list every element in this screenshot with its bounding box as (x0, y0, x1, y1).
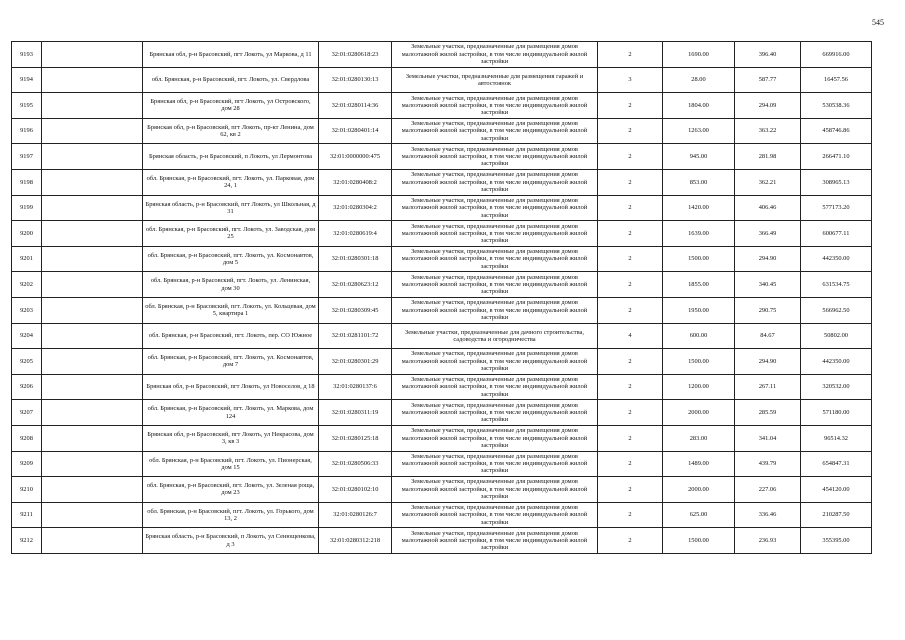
cadastral-number-cell: 32:01:0000000:475 (319, 144, 392, 170)
cadastral-number-cell: 32:01:0280623:12 (319, 272, 392, 298)
table-row (12, 118, 872, 144)
land-use-cell: Земельные участки, предназначенные для размещения домов малоэтажной жилой застройки, в том числе индивидуальной жилой застройки (392, 272, 598, 298)
specific-value-cell: 336.46 (735, 502, 801, 528)
cadastral-value-cell: 669916.00 (801, 42, 872, 68)
area-cell: 1500.00 (663, 528, 735, 554)
row-number-cell: 9193 (12, 42, 42, 68)
land-use-cell: Земельные участки, предназначенные для размещения домов малоэтажной жилой застройки, в том числе индивидуальной жилой застройки (392, 400, 598, 426)
group-number-cell: 2 (598, 93, 663, 119)
cadastral-number-cell: 32:01:0281101:72 (319, 323, 392, 349)
group-number-cell: 2 (598, 425, 663, 451)
cadastral-value-cell: 210287.50 (801, 502, 872, 528)
land-use-cell: Земельные участки, предназначенные для размещения домов малоэтажной жилой застройки, в том числе индивидуальной жилой застройки (392, 246, 598, 272)
group-number-cell: 2 (598, 42, 663, 68)
cadastral-value-cell: 50802.00 (801, 323, 872, 349)
table-row (12, 144, 872, 170)
cadastral-value-cell: 355395.00 (801, 528, 872, 554)
land-use-cell: Земельные участки, предназначенные для размещения домов малоэтажной жилой застройки, в том числе индивидуальной жилой застройки (392, 93, 598, 119)
group-number-cell: 3 (598, 67, 663, 93)
cadastral-value-cell: 454120.00 (801, 477, 872, 503)
land-use-cell: Земельные участки, предназначенные для размещения домов малоэтажной жилой застройки, в том числе индивидуальной жилой застройки (392, 118, 598, 144)
land-use-cell: Земельные участки, предназначенные для размещения домов малоэтажной жилой застройки, в том числе индивидуальной жилой застройки (392, 169, 598, 195)
specific-value-cell: 236.93 (735, 528, 801, 554)
cadastral-number-cell: 32:01:0280126:7 (319, 502, 392, 528)
blank-cell (42, 118, 143, 144)
area-cell: 2000.00 (663, 477, 735, 503)
area-cell: 853.00 (663, 169, 735, 195)
cadastral-number-cell: 32:01:0280301:29 (319, 349, 392, 375)
table-row (12, 400, 872, 426)
cadastral-value-cell: 577173.20 (801, 195, 872, 221)
specific-value-cell: 290.75 (735, 297, 801, 323)
row-number-cell: 9211 (12, 502, 42, 528)
table-row (12, 477, 872, 503)
blank-cell (42, 221, 143, 247)
blank-cell (42, 502, 143, 528)
row-number-cell: 9212 (12, 528, 42, 554)
table-row (12, 195, 872, 221)
table-row (12, 349, 872, 375)
cadastral-value-cell: 308965.13 (801, 169, 872, 195)
land-use-cell: Земельные участки, предназначенные для размещения домов малоэтажной жилой застройки, в том числе индивидуальной жилой застройки (392, 42, 598, 68)
blank-cell (42, 400, 143, 426)
row-number-cell: 9204 (12, 323, 42, 349)
table-row (12, 374, 872, 400)
table-row (12, 169, 872, 195)
row-number-cell: 9205 (12, 349, 42, 375)
area-cell: 1200.00 (663, 374, 735, 400)
table-row (12, 93, 872, 119)
blank-cell (42, 528, 143, 554)
cadastral-number-cell: 32:01:0280301:18 (319, 246, 392, 272)
cadastral-value-cell: 266471.10 (801, 144, 872, 170)
row-number-cell: 9201 (12, 246, 42, 272)
cadastral-number-cell: 32:01:0280312:218 (319, 528, 392, 554)
area-cell: 945.00 (663, 144, 735, 170)
group-number-cell: 2 (598, 297, 663, 323)
group-number-cell: 2 (598, 144, 663, 170)
land-use-cell: Земельные участки, предназначенные для размещения домов малоэтажной жилой застройки, в том числе индивидуальной жилой застройки (392, 502, 598, 528)
cadastral-value-cell: 442350.00 (801, 246, 872, 272)
table-row (12, 323, 872, 349)
row-number-cell: 9206 (12, 374, 42, 400)
land-use-cell: Земельные участки, предназначенные для размещения гаражей и автостоянок (392, 67, 598, 93)
area-cell: 2000.00 (663, 400, 735, 426)
blank-cell (42, 93, 143, 119)
row-number-cell: 9209 (12, 451, 42, 477)
specific-value-cell: 362.21 (735, 169, 801, 195)
address-cell: Брянская область, р-н Брасовский, пгт Локоть, ул Школьная, д 31 (143, 195, 319, 221)
cadastral-value-cell: 96514.32 (801, 425, 872, 451)
cadastral-value-cell: 530538.36 (801, 93, 872, 119)
area-cell: 283.00 (663, 425, 735, 451)
row-number-cell: 9203 (12, 297, 42, 323)
area-cell: 28.00 (663, 67, 735, 93)
group-number-cell: 2 (598, 246, 663, 272)
cadastral-number-cell: 32:01:0280114:36 (319, 93, 392, 119)
area-cell: 1500.00 (663, 349, 735, 375)
cadastral-value-cell: 320532.00 (801, 374, 872, 400)
row-number-cell: 9196 (12, 118, 42, 144)
row-number-cell: 9194 (12, 67, 42, 93)
specific-value-cell: 406.46 (735, 195, 801, 221)
address-cell: Брянская обл, р-н Брасовский, пгт Локоть, ул Островского, дом 28 (143, 93, 319, 119)
specific-value-cell: 396.40 (735, 42, 801, 68)
group-number-cell: 2 (598, 169, 663, 195)
table-row (12, 451, 872, 477)
cadastral-value-cell: 458746.86 (801, 118, 872, 144)
row-number-cell: 9208 (12, 425, 42, 451)
table-row (12, 42, 872, 68)
cadastral-value-cell: 571180.00 (801, 400, 872, 426)
blank-cell (42, 169, 143, 195)
area-cell: 1489.00 (663, 451, 735, 477)
address-cell: обл. Брянская, р-н Брасовский, пгт. Локоть, ул. Зеленая роща, дом 23 (143, 477, 319, 503)
group-number-cell: 2 (598, 477, 663, 503)
cadastral-number-cell: 32:01:0280401:14 (319, 118, 392, 144)
group-number-cell: 2 (598, 349, 663, 375)
land-use-cell: Земельные участки, предназначенные для размещения домов малоэтажной жилой застройки, в том числе индивидуальной жилой застройки (392, 425, 598, 451)
group-number-cell: 2 (598, 195, 663, 221)
cadastral-value-cell: 566962.50 (801, 297, 872, 323)
blank-cell (42, 297, 143, 323)
page-number: 545 (872, 18, 884, 27)
group-number-cell: 2 (598, 528, 663, 554)
cadastral-number-cell: 32:01:0280309:45 (319, 297, 392, 323)
land-use-cell: Земельные участки, предназначенные для размещения домов малоэтажной жилой застройки, в том числе индивидуальной жилой застройки (392, 477, 598, 503)
area-cell: 600.00 (663, 323, 735, 349)
address-cell: обл. Брянская, р-н Брасовский, пгт. Локоть, ул. Пионерская, дом 15 (143, 451, 319, 477)
blank-cell (42, 425, 143, 451)
specific-value-cell: 439.79 (735, 451, 801, 477)
group-number-cell: 4 (598, 323, 663, 349)
group-number-cell: 2 (598, 221, 663, 247)
group-number-cell: 2 (598, 374, 663, 400)
cadastral-number-cell: 32:01:0280618:23 (319, 42, 392, 68)
table-row (12, 425, 872, 451)
cadastral-value-cell: 442350.00 (801, 349, 872, 375)
cadastral-number-cell: 32:01:0280130:13 (319, 67, 392, 93)
area-cell: 1639.00 (663, 221, 735, 247)
specific-value-cell: 84.67 (735, 323, 801, 349)
area-cell: 625.00 (663, 502, 735, 528)
blank-cell (42, 144, 143, 170)
group-number-cell: 2 (598, 502, 663, 528)
land-use-cell: Земельные участки, предназначенные для размещения домов малоэтажной жилой застройки, в том числе индивидуальной жилой застройки (392, 528, 598, 554)
area-cell: 1855.00 (663, 272, 735, 298)
specific-value-cell: 341.04 (735, 425, 801, 451)
land-use-cell: Земельные участки, предназначенные для размещения домов малоэтажной жилой застройки, в том числе индивидуальной жилой застройки (392, 451, 598, 477)
cadastral-value-cell: 600677.11 (801, 221, 872, 247)
row-number-cell: 9198 (12, 169, 42, 195)
blank-cell (42, 272, 143, 298)
specific-value-cell: 340.45 (735, 272, 801, 298)
cadastral-value-cell: 16457.56 (801, 67, 872, 93)
specific-value-cell: 366.49 (735, 221, 801, 247)
blank-cell (42, 67, 143, 93)
address-cell: обл. Брянская, р-н Брасовский, пгт. Локоть, ул. Свердлова (143, 67, 319, 93)
cadastral-number-cell: 32:01:0280137:6 (319, 374, 392, 400)
address-cell: обл. Брянская, р-н Брасовский, пгт. Локоть, пер. СО Южное (143, 323, 319, 349)
cadastral-number-cell: 32:01:0280619:4 (319, 221, 392, 247)
table-row (12, 221, 872, 247)
cadastral-number-cell: 32:01:0280102:10 (319, 477, 392, 503)
land-use-cell: Земельные участки, предназначенные для размещения домов малоэтажной жилой застройки, в том числе индивидуальной жилой застройки (392, 144, 598, 170)
address-cell: Брянская обл, р-н Брасовский, пгт Локоть, ул Маркова, д 11 (143, 42, 319, 68)
blank-cell (42, 374, 143, 400)
area-cell: 1263.00 (663, 118, 735, 144)
cadastral-number-cell: 32:01:0280125:18 (319, 425, 392, 451)
specific-value-cell: 281.98 (735, 144, 801, 170)
cadastral-number-cell: 32:01:0280311:19 (319, 400, 392, 426)
cadastral-value-cell: 631534.75 (801, 272, 872, 298)
specific-value-cell: 294.90 (735, 246, 801, 272)
area-cell: 1804.00 (663, 93, 735, 119)
table-row (12, 502, 872, 528)
table-row (12, 67, 872, 93)
row-number-cell: 9199 (12, 195, 42, 221)
group-number-cell: 2 (598, 451, 663, 477)
area-cell: 1950.00 (663, 297, 735, 323)
row-number-cell: 9202 (12, 272, 42, 298)
blank-cell (42, 349, 143, 375)
blank-cell (42, 323, 143, 349)
address-cell: обл. Брянская, р-н Брасовский, пгт. Локоть, ул. Маркова, дом 124 (143, 400, 319, 426)
specific-value-cell: 294.09 (735, 93, 801, 119)
land-use-cell: Земельные участки, предназначенные для размещения домов малоэтажной жилой застройки, в том числе индивидуальной жилой застройки (392, 297, 598, 323)
address-cell: обл. Брянская, р-н Брасовский, пгт. Локоть, ул. Космонавтов, дом 5 (143, 246, 319, 272)
specific-value-cell: 587.77 (735, 67, 801, 93)
specific-value-cell: 363.22 (735, 118, 801, 144)
cadastral-value-cell: 654847.31 (801, 451, 872, 477)
specific-value-cell: 294.90 (735, 349, 801, 375)
address-cell: обл. Брянская, р-н Брасовский, пгт. Локоть, ул. Заводская, дом 25 (143, 221, 319, 247)
land-use-cell: Земельные участки, предназначенные для размещения домов малоэтажной жилой застройки, в том числе индивидуальной жилой застройки (392, 221, 598, 247)
specific-value-cell: 227.06 (735, 477, 801, 503)
blank-cell (42, 195, 143, 221)
blank-cell (42, 42, 143, 68)
cadastral-number-cell: 32:01:0280506:33 (319, 451, 392, 477)
blank-cell (42, 246, 143, 272)
group-number-cell: 2 (598, 118, 663, 144)
specific-value-cell: 267.11 (735, 374, 801, 400)
address-cell: обл. Брянская, р-н Брасовский, пгт. Локоть, ул. Ленинская, дом 30 (143, 272, 319, 298)
area-cell: 1420.00 (663, 195, 735, 221)
table-body (12, 42, 872, 554)
address-cell: Брянская область, р-н Брасовский, п Локоть, ул Сенющенкова, д 3 (143, 528, 319, 554)
address-cell: обл. Брянская, р-н Брасовский, пгт. Локоть, ул. Кольцевая, дом 5, квартира 1 (143, 297, 319, 323)
land-use-cell: Земельные участки, предназначенные для дачного строительства, садоводства и огородничества (392, 323, 598, 349)
row-number-cell: 9197 (12, 144, 42, 170)
cadastral-value-table (11, 41, 872, 554)
row-number-cell: 9210 (12, 477, 42, 503)
table-row (12, 528, 872, 554)
table-row (12, 246, 872, 272)
group-number-cell: 2 (598, 272, 663, 298)
table-row (12, 297, 872, 323)
blank-cell (42, 451, 143, 477)
row-number-cell: 9200 (12, 221, 42, 247)
address-cell: обл. Брянская, р-н Брасовский, пгт. Локоть, ул. Парковая, дом 24, 1 (143, 169, 319, 195)
cadastral-number-cell: 32:01:0280304:2 (319, 195, 392, 221)
address-cell: обл. Брянская, р-н Брасовский, пгт. Локоть, ул. Горького, дом 13, 2 (143, 502, 319, 528)
address-cell: Брянская обл, р-н Брасовский, пгт Локоть, ул Новоселов, д 18 (143, 374, 319, 400)
group-number-cell: 2 (598, 400, 663, 426)
address-cell: обл. Брянская, р-н Брасовский, пгт. Локоть, ул. Космонавтов, дом 7 (143, 349, 319, 375)
blank-cell (42, 477, 143, 503)
row-number-cell: 9207 (12, 400, 42, 426)
area-cell: 1500.00 (663, 246, 735, 272)
specific-value-cell: 285.59 (735, 400, 801, 426)
address-cell: Брянская обл, р-н Брасовский, пгт Локоть, ул Некрасова, дом 3, кв 3 (143, 425, 319, 451)
land-use-cell: Земельные участки, предназначенные для размещения домов малоэтажной жилой застройки, в том числе индивидуальной жилой застройки (392, 349, 598, 375)
address-cell: Брянская обл, р-н Брасовский, пгт Локоть, пр-кт Ленина, дом 62, кв 2 (143, 118, 319, 144)
land-use-cell: Земельные участки, предназначенные для размещения домов малоэтажной жилой застройки, в том числе индивидуальной жилой застройки (392, 195, 598, 221)
row-number-cell: 9195 (12, 93, 42, 119)
table-row (12, 272, 872, 298)
land-use-cell: Земельные участки, предназначенные для размещения домов малоэтажной жилой застройки, в том числе индивидуальной жилой застройки (392, 374, 598, 400)
cadastral-number-cell: 32:01:0280408:2 (319, 169, 392, 195)
address-cell: Брянская область, р-н Брасовский, п Локоть, ул Лермонтова (143, 144, 319, 170)
area-cell: 1690.00 (663, 42, 735, 68)
